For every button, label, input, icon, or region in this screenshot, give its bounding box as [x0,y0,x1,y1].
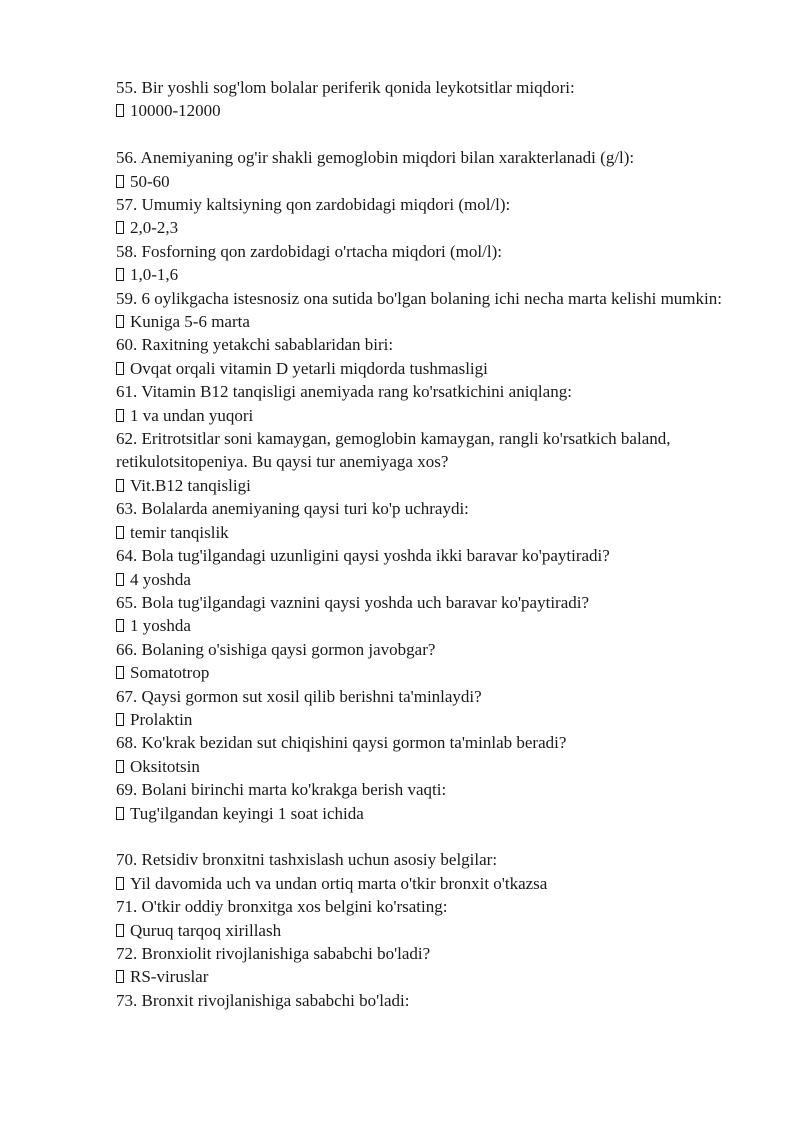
question-text: 72. Bronxiolit rivojlanishiga sababchi bo'ladi? [116,944,431,963]
answer-line [116,614,756,637]
question-text: 56. Anemiyaning og'ir shakli gemoglobin miqdori bilan xarakterlanadi (g/l): [116,148,635,168]
answer-line [116,965,756,988]
answer-text: Oksitotsin [130,756,200,776]
question-text: 58. Fosforning qon zardobidagi o'rtacha miqdori (mol/l): [116,241,502,261]
answer-text: temir tanqislik [130,522,229,542]
checkbox-glyph-icon [116,175,124,188]
blank-line [116,123,756,146]
answer-line [116,263,756,286]
answer-line [116,99,756,122]
checkbox-glyph-icon [116,479,124,492]
question-text: 61. Vitamin B12 tanqisligi anemiyada rang ko'rsatkichini aniqlang: [116,382,572,402]
answer-text: 1 va undan yuqori [130,405,254,425]
question-text: 67. Qaysi gormon sut xosil qilib berishni ta'minlaydi? [116,686,482,706]
answer-line [116,755,756,778]
checkbox-glyph-icon [116,924,124,937]
answer-line [116,919,756,942]
checkbox-glyph-icon [116,573,124,586]
blank-line [116,825,756,848]
answer-text: 1,0-1,6 [130,265,179,285]
question-text: 65. Bola tug'ilgandagi vaznini qaysi yoshda uch baravar ko'paytiradi? [116,592,590,612]
checkbox-glyph-icon [116,713,124,726]
answer-line [116,170,756,193]
question-list [116,76,756,1012]
question-text: 57. Umumiy kaltsiyning qon zardobidagi miqdori (mol/l): [116,195,511,215]
answer-line [116,661,756,684]
answer-line [116,521,756,544]
answer-text: Prolaktin [130,709,193,729]
answer-text: 50-60 [130,171,170,191]
question-text: 60. Raxitning yetakchi sabablaridan biri: [116,335,394,355]
answer-text: 1 yoshda [130,616,191,636]
question-text: 59. 6 oylikgacha istesnosiz ona sutida bo'lgan bolaning ichi necha marta kelishi mumkin: [116,288,722,308]
answer-line [116,357,756,380]
question-text: 70. Retsidiv bronxitni tashxislash uchun asosiy belgilar: [116,850,498,870]
question-text: 63. Bolalarda anemiyaning qaysi turi ko'p uchraydi: [116,499,469,519]
question-text: 71. O'tkir oddiy bronxitga xos belgini ko'rsating: [116,897,448,917]
question-text: 68. Ko'krak bezidan sut chiqishini qaysi gormon ta'minlab beradi? [116,733,567,753]
answer-line [116,872,756,895]
answer-line [116,802,756,825]
answer-text: Yil davomida uch va undan ortiq marta o'tkir bronxit o'tkazsa [130,873,548,893]
checkbox-glyph-icon [116,104,124,117]
answer-line [116,216,756,239]
answer-text: 2,0-2,3 [130,218,179,238]
answer-line [116,568,756,591]
question-text: 64. Bola tug'ilgandagi uzunligini qaysi yoshda ikki baravar ko'paytiradi? [116,546,610,566]
question-text: 69. Bolani birinchi marta ko'krakga berish vaqti: [116,780,447,800]
question-text: 73. Bronxit rivojlanishiga sababchi bo'ladi: [116,990,410,1010]
answer-text: Somatotrop [130,663,210,683]
question-text: 62. Eritrotsitlar soni kamaygan, gemoglobin kamaygan, rangli ko'rsatkich baland, retikulotsitopeniya. Bu qaysi tur anemiyaga xos? [116,429,671,472]
checkbox-glyph-icon [116,619,124,632]
question-text: 66. Bolaning o'sishiga qaysi gormon javobgar? [116,639,436,659]
answer-line [116,404,756,427]
answer-text: Kuniga 5-6 marta [130,312,250,332]
checkbox-glyph-icon [116,666,124,679]
checkbox-glyph-icon [116,221,124,234]
answer-text: 4 yoshda [130,569,191,589]
checkbox-glyph-icon [116,760,124,773]
answer-text: 10000-12000 [130,101,221,121]
checkbox-glyph-icon [116,315,124,328]
checkbox-glyph-icon [116,409,124,422]
checkbox-glyph-icon [116,807,124,820]
answer-line [116,310,756,333]
answer-line [116,708,756,731]
answer-text: Ovqat orqali vitamin D yetarli miqdorda tushmasligi [130,358,488,378]
question-text: 55. Bir yoshli sog'lom bolalar periferik qonida leykotsitlar miqdori: [116,78,575,97]
checkbox-glyph-icon [116,362,124,375]
answer-text: RS-viruslar [130,967,209,987]
checkbox-glyph-icon [116,970,124,983]
checkbox-glyph-icon [116,877,124,890]
answer-text: Tug'ilgandan keyingi 1 soat ichida [130,803,364,823]
answer-text: Vit.B12 tanqisligi [130,475,251,495]
checkbox-glyph-icon [116,268,124,281]
checkbox-glyph-icon [116,526,124,539]
answer-text: Quruq tarqoq xirillash [130,920,282,940]
answer-line [116,474,756,497]
